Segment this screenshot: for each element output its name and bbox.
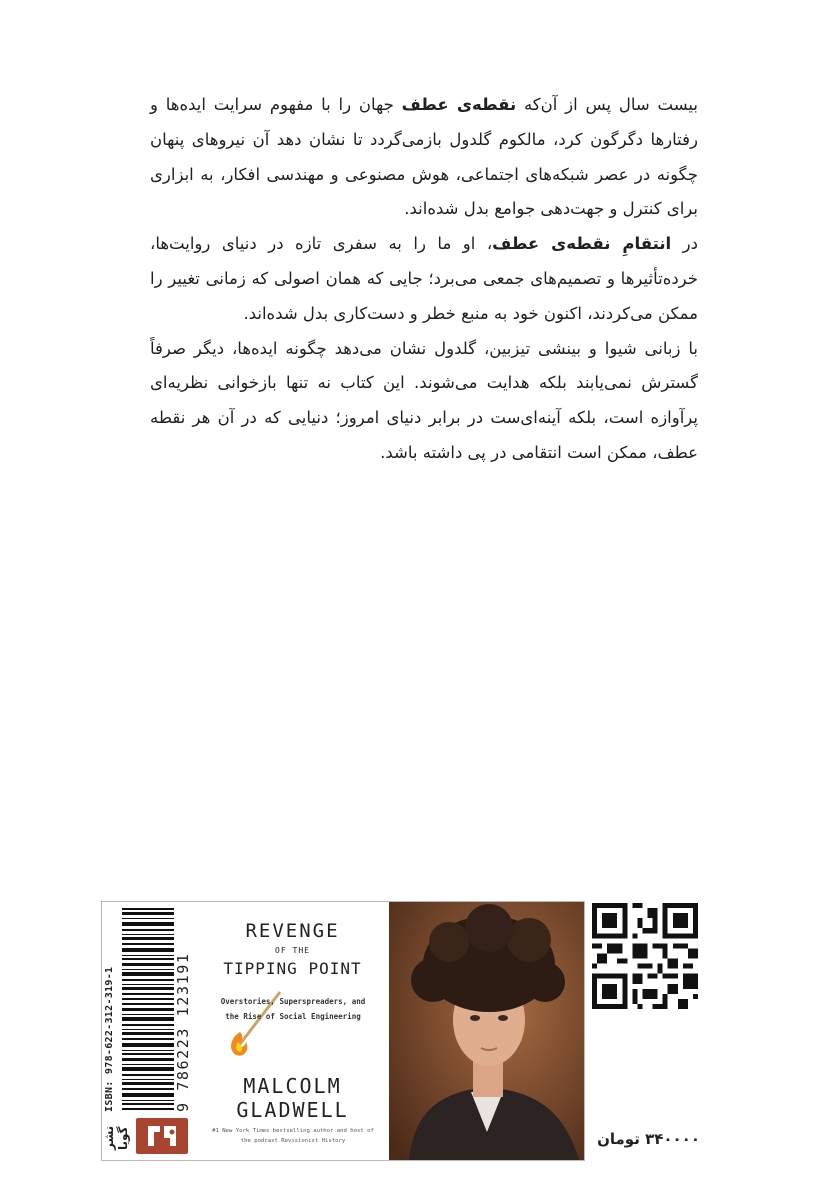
description-paragraph-1: بیست سال پس از آن‌که نقطه‌ی عطف جهان را با مفهوم سرایت ایده‌ها و رفتارها دگرگون کرد، مالکوم گلدول بازمی‌گردد تا نشان دهد آن نیروهای پنهان چگونه در عصر شبکه‌های اجتماعی، هوش مصنوعی و مهندسی افکار، به ابزاری برای کنترل و جهت‌دهی جوامع بدل شده‌اند. xyxy=(150,95,698,219)
cover-title: REVENGE xyxy=(245,920,340,942)
front-cover-thumbnail xyxy=(196,902,389,1160)
info-strip xyxy=(101,901,585,1161)
book-title-bold: انتقامِ نقطه‌ی عطف xyxy=(492,234,672,254)
cover-subtitle: Overstories, Superspreaders, and the Rise of Social Engineering xyxy=(220,997,366,1021)
publisher-name: نشر گویا xyxy=(102,1125,130,1151)
author-portrait-image xyxy=(389,902,584,1160)
cover-author-last-name: GLADWELL xyxy=(236,1098,349,1122)
qr-code-icon xyxy=(592,903,698,1009)
cover-title-line: TIPPING POINT xyxy=(223,959,362,978)
book-title-bold: نقطه‌ی عطف xyxy=(401,95,517,114)
cover-tagline: #1 New York Times bestselling author and host of the podcast Revisionist History xyxy=(212,1128,374,1144)
barcode-panel xyxy=(102,902,197,1160)
price-currency: تومان xyxy=(597,1130,640,1148)
description-paragraph-2: در انتقامِ نقطه‌ی عطف، او ما را به سفری تازه در دنیای روایت‌ها، خرده‌تأثیرها و تصمیم‌های جمعی می‌برد؛ جایی که همان اصولی که زمانی تغییر را ممکن می‌کردند، اکنون خود به منبع خطر و دست‌کاری بدل شده‌اند. xyxy=(150,234,698,323)
ean-digits: 9 786223 123191 xyxy=(174,952,192,1112)
barcode-icon xyxy=(122,906,174,1112)
isbn-text: ISBN: 978-622-312-319-1 xyxy=(104,966,115,1112)
publisher-logo-icon xyxy=(136,1118,188,1154)
price-amount: ۳۴۰۰۰۰ xyxy=(645,1130,700,1148)
price-tag xyxy=(594,1130,700,1148)
cover-author-first-name: MALCOLM xyxy=(243,1074,342,1098)
description-paragraph-3: با زبانی شیوا و بینشی تیزبین، گلدول نشان می‌دهد چگونه ایده‌ها، دیگر صرفاً گسترش نمی‌یابند بلکه هدایت می‌شوند. این کتاب نه تنها بازخوانی نظریه‌ای پرآوازه است، بلکه آینه‌ای‌ست در برابر دنیای امروز؛ دنیایی که در آن هر نقطه عطف، ممکن است انتقامی در پی داشته باشد. xyxy=(150,338,698,462)
author-photo xyxy=(389,902,584,1160)
back-cover-description xyxy=(150,88,698,471)
cover-title-connector: OF THE xyxy=(275,946,310,955)
publisher-logo xyxy=(136,1118,188,1154)
